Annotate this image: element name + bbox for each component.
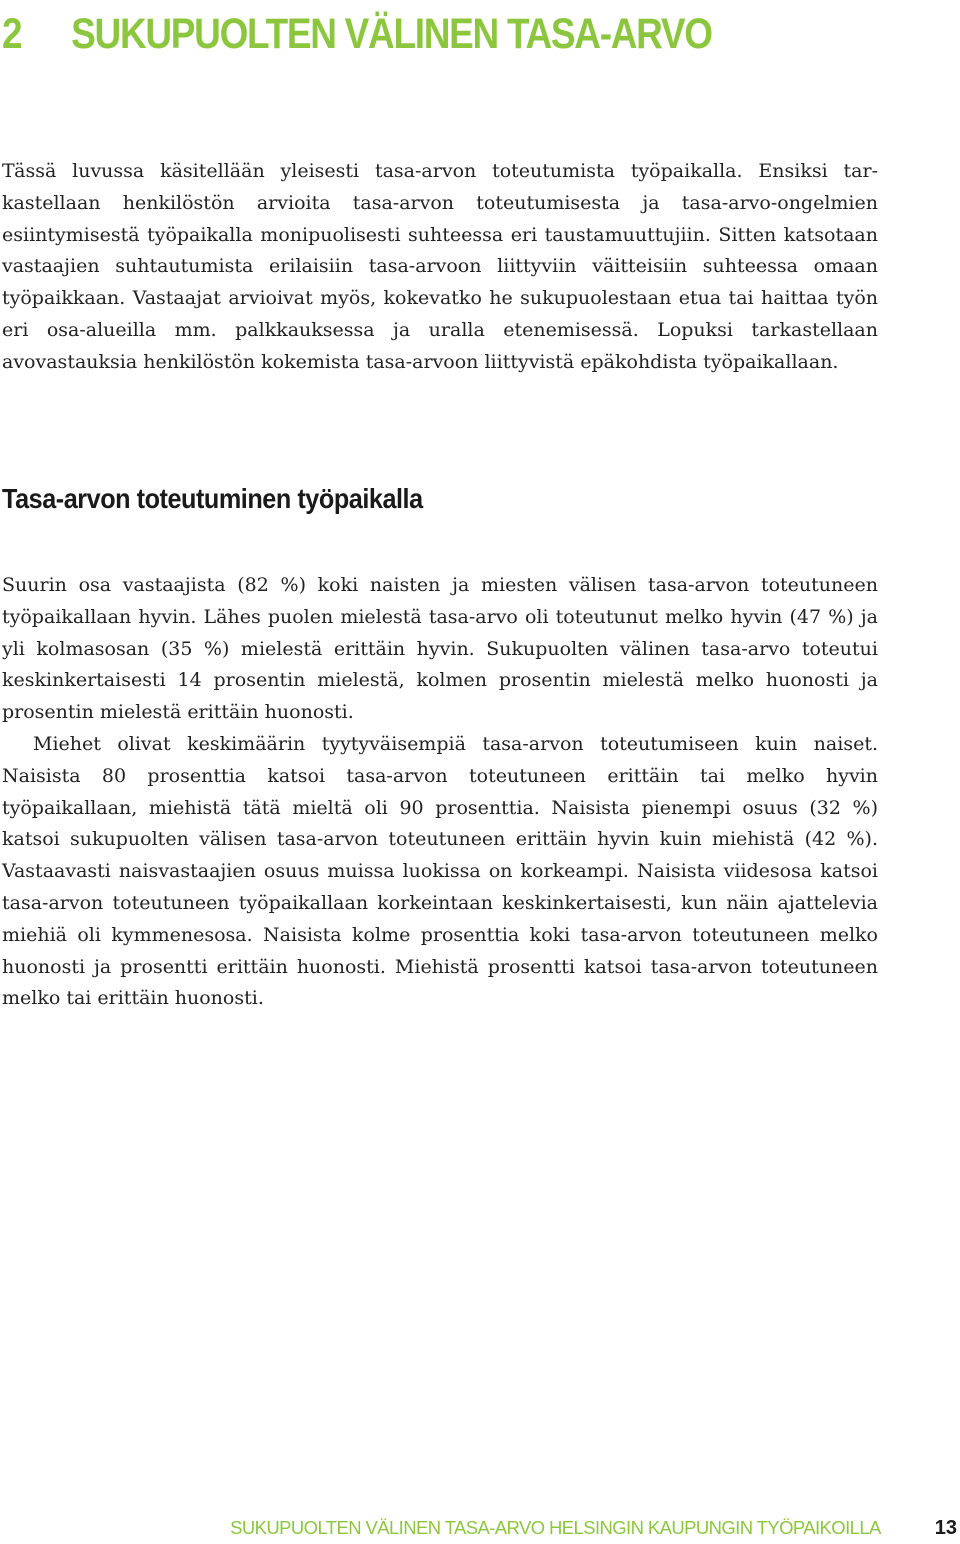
page-footer (230, 1514, 957, 1542)
section-heading: Tasa-arvon toteutuminen työpaikalla (2, 483, 423, 514)
chapter-title-text: SUKUPUOLTEN VÄLINEN TASA-ARVO (71, 10, 712, 58)
chapter-number: 2 (2, 10, 22, 58)
intro-paragraph: Tässä luvussa käsitellään yleisesti tasa-arvon toteutumista työpaikalla. Ensiksi tarkastellaan henkilöstön arvioita tasa-arvon toteutumisesta ja tasa-arvo-ongelmien esiintymisestä työpaikalla monipuolisesti suhteessa eri taustamuuttujiin. Sitten katsotaan vastaajien suhtautumista erilaisiin tasa-arvoon liittyviin väitteisiin suhteessa omaan työpaikkaan. Vastaajat arvioivat myös, kokevatko he sukupuolestaan etua tai haittaa työn eri osa-alueilla mm. palkkauksessa ja uralla etenemisessä. Lopuksi tarkastellaan avovastauksia henkilöstön kokemista tasa-arvoon liittyvistä epäkohdista työpaikallaan. (2, 160, 878, 373)
chapter-title (2, 8, 712, 60)
section-body (2, 570, 878, 1015)
footer-running-title: SUKUPUOLTEN VÄLINEN TASA-ARVO HELSINGIN KAUPUNGIN TYÖPAIKOILLA (230, 1517, 881, 1538)
page-number: 13 (934, 1516, 957, 1539)
section-paragraph-2: Miehet olivat keskimäärin tyytyväisempiä tasa-arvon toteutumiseen kuin naiset. Naisista 80 prosenttia katsoi tasa-arvon toteutuneen erittäin tai melko hyvin työpaikallaan, miehistä tätä mieltä oli 90 prosenttia. Naisista pienempi osuus (32 %) katsoi sukupuolten välisen tasa-arvon toteutuneen erittäin hyvin kuin miehistä (42 %). Vastaavasti naisvastaajien osuus muissa luokissa on korkeampi. Naisista viidesosa katsoi tasa-arvon toteutuneen työpaikallaan korkeintaan keskinkertaisesti, kun näin ajattelevia miehiä oli kymmenesosa. Naisista kolme prosenttia koki tasa-arvon toteutuneen melko huonosti ja prosentti erittäin huonosti. Miehistä prosentti katsoi tasa-arvon toteutuneen melko tai erittäin huonosti. (2, 732, 878, 1010)
section-paragraph-1: Suurin osa vastaajista (82 %) koki naisten ja miesten välisen tasa-arvon toteutuneen työpaikallaan hyvin. Lähes puolen mielestä tasa-arvo oli toteutunut melko hyvin (47 %) ja yli kolmasosan (35 %) mielestä erittäin hyvin. Sukupuolten välinen tasa-arvo toteutui keskinkertaisesti 14 prosentin mielestä, kolmen prosentin mielestä melko huonosti ja prosentin mielestä erittäin huonosti. (2, 574, 878, 724)
